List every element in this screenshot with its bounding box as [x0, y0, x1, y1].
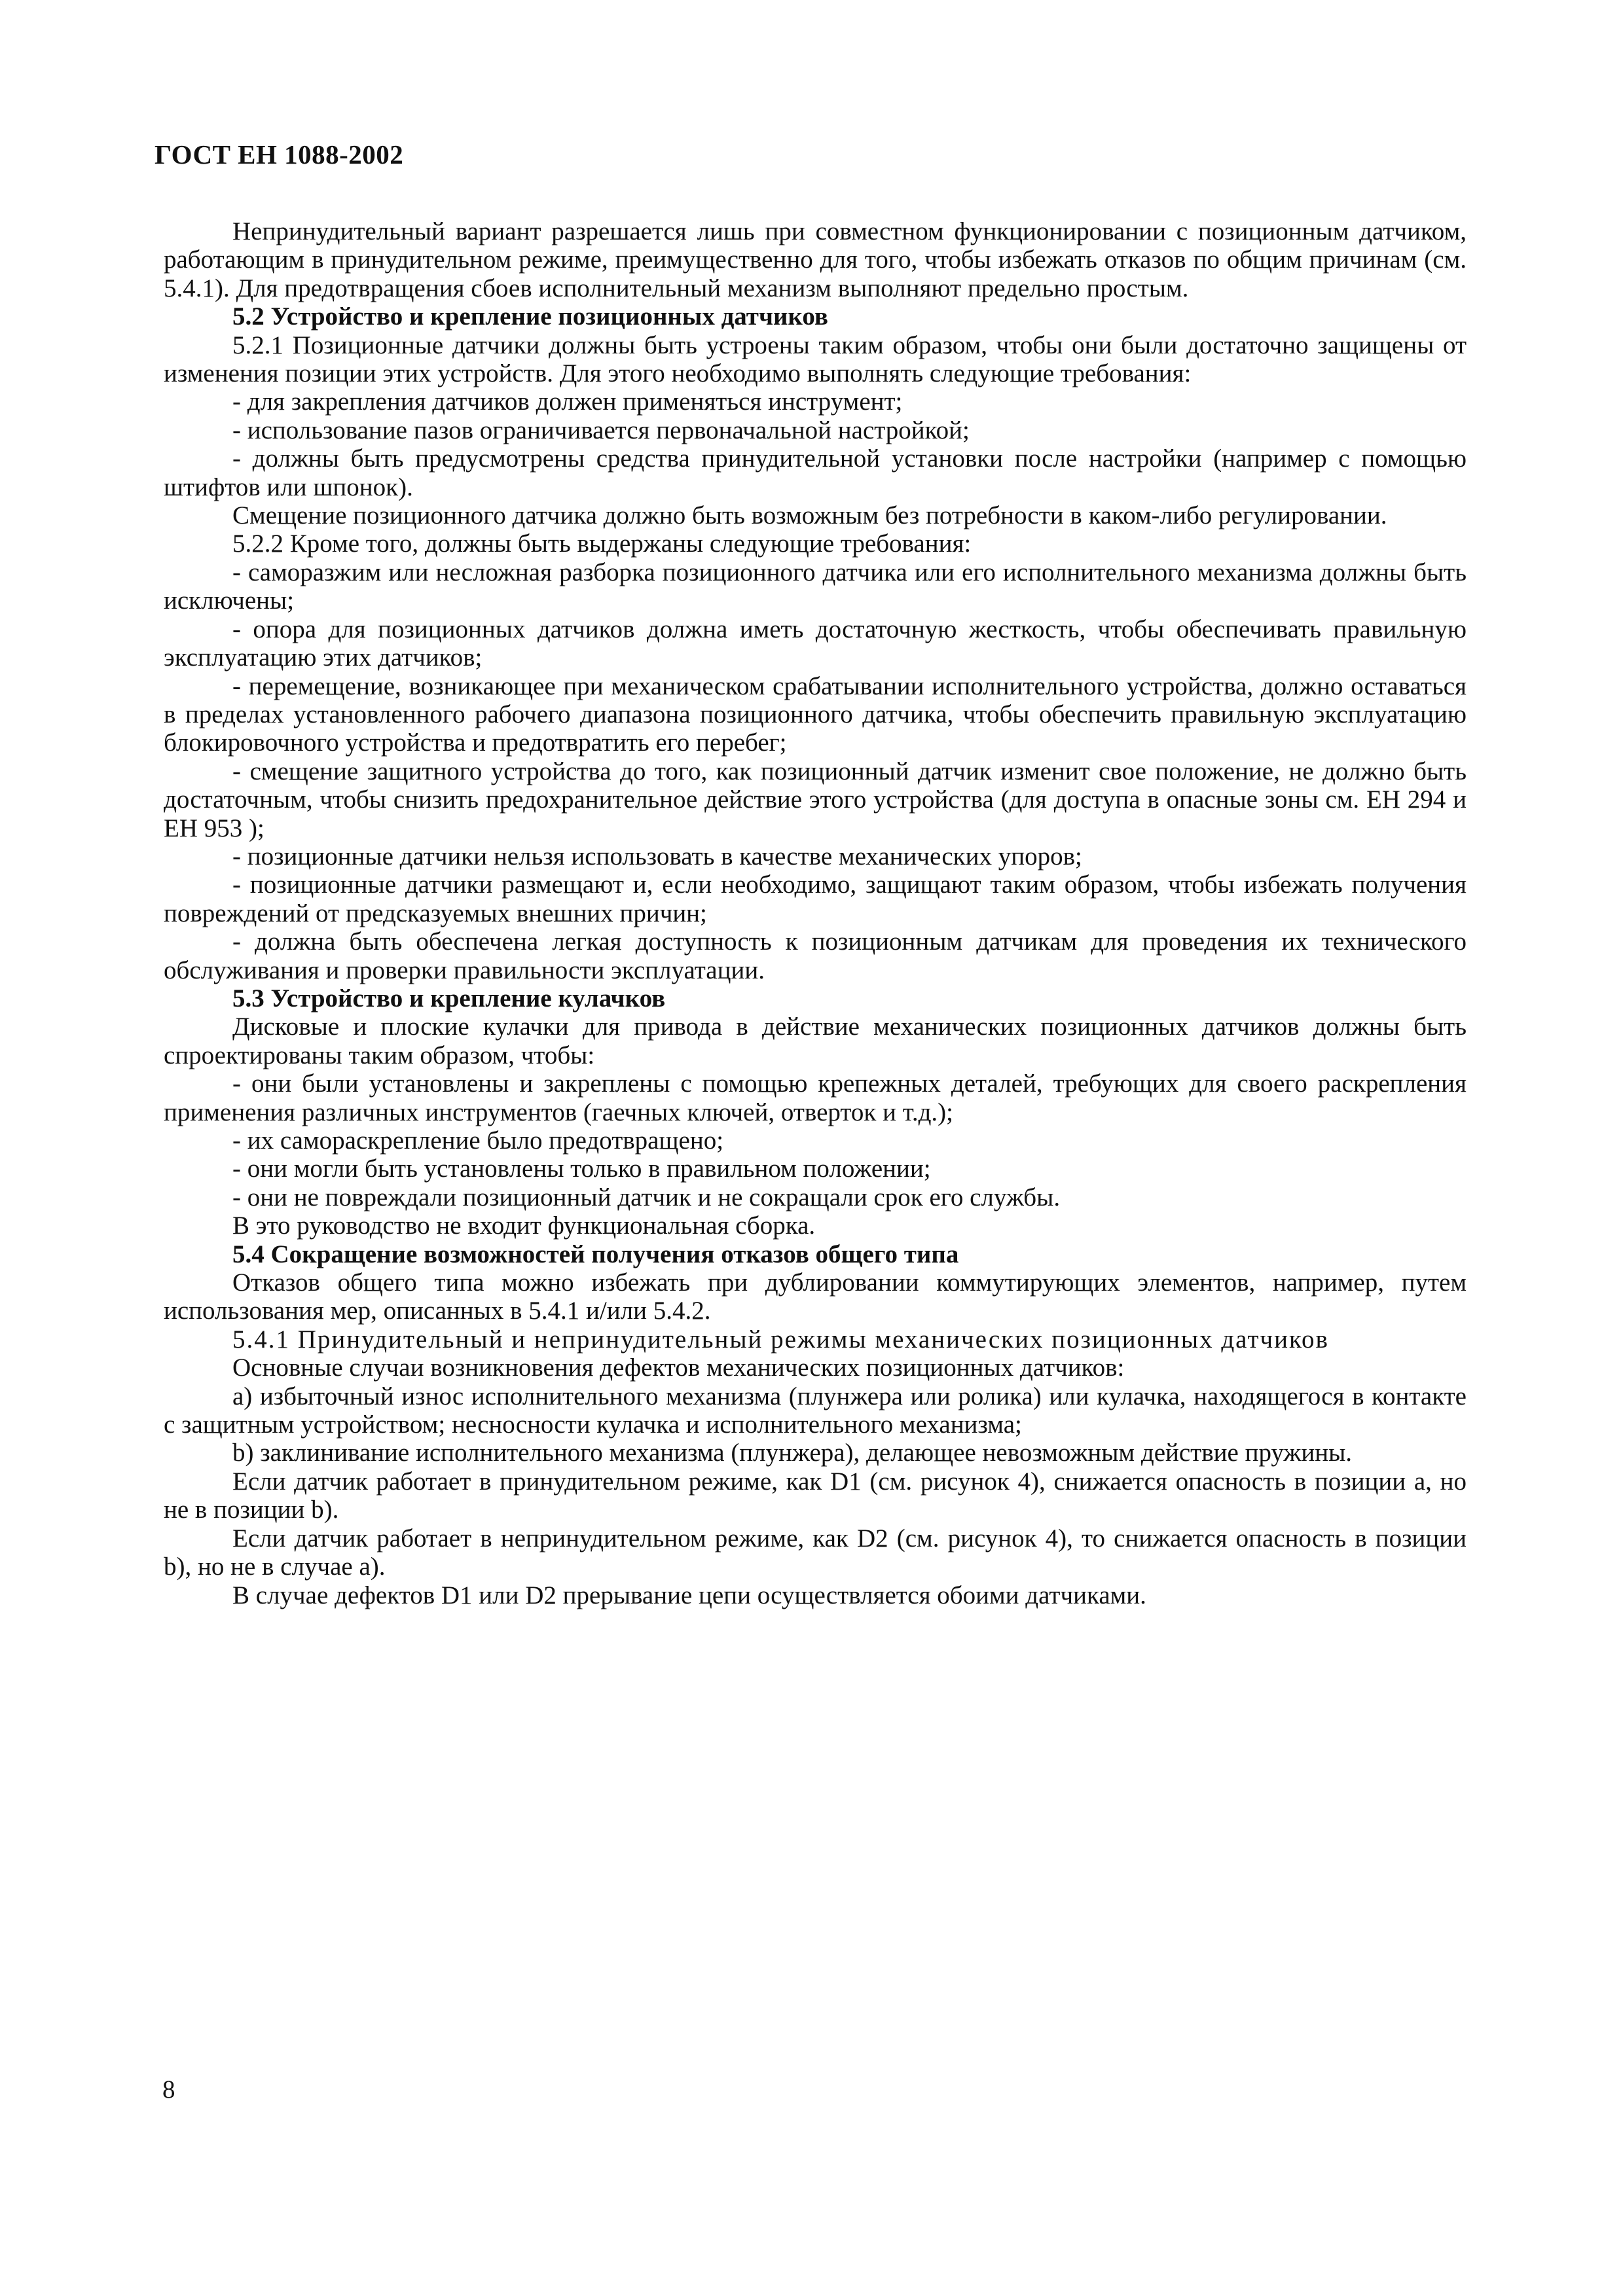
paragraph: - они могли быть установлены только в правильном положении;	[232, 1155, 931, 1183]
paragraph: Смещение позиционного датчика должно быть возможным без потребности в каком-либо регулировании.	[232, 501, 1387, 530]
paragraph: 5.2.2 Кроме того, должны быть выдержаны следующие требования:	[232, 529, 972, 558]
paragraph: - позиционные датчики размещают и, если необходимо, защищают таким образом, чтобы избежать получения повреждений от предсказуемых внешних причин;	[164, 870, 1467, 927]
document-code-header: ГОСТ ЕН 1088-2002	[155, 139, 404, 170]
section-heading: 5.4 Сокращение возможностей получения отказов общего типа	[232, 1240, 959, 1268]
section-heading: 5.2 Устройство и крепление позиционных датчиков	[232, 302, 828, 331]
paragraph: b) заклинивание исполнительного механизма (плунжера), делающее невозможным действие пружины.	[232, 1439, 1353, 1467]
paragraph: В это руководство не входит функциональная сборка.	[232, 1211, 816, 1240]
paragraph: Если датчик работает в непринудительном режиме, как D2 (см. рисунок 4), то снижается опасность в позиции b), но не в случае a).	[164, 1524, 1467, 1581]
paragraph: - должны быть предусмотрены средства принудительной установки после настройки (например с помощью штифтов или шпонок).	[164, 444, 1467, 501]
paragraph: Основные случаи возникновения дефектов механических позиционных датчиков:	[232, 1354, 1125, 1382]
paragraph: - для закрепления датчиков должен применяться инструмент;	[232, 387, 903, 416]
paragraph: В случае дефектов D1 или D2 прерывание цепи осуществляется обоими датчиками.	[232, 1581, 1146, 1609]
paragraph: - опора для позиционных датчиков должна иметь достаточную жесткость, чтобы обеспечивать правильную эксплуатацию этих датчиков;	[164, 615, 1467, 672]
paragraph: 5.2.1 Позиционные датчики должны быть устроены таким образом, чтобы они были достаточно защищены от изменения позиции этих устройств. Для этого необходимо выполнять следующие требования:	[164, 331, 1467, 388]
paragraph: Дисковые и плоские кулачки для привода в действие механических позиционных датчиков должны быть спроектированы таким образом, чтобы:	[164, 1013, 1467, 1069]
paragraph: - саморазжим или несложная разборка позиционного датчика или его исполнительного механизма должны быть исключены;	[164, 558, 1467, 615]
paragraph: Непринудительный вариант разрешается лишь при совместном функционировании с позиционным датчиком, работающим в принудительном режиме, преимущественно для того, чтобы избежать отказов по общим причинам (см. 5.4.1). Для предотвращения сбоев исполнительный механизм выполняют предельно простым.	[164, 217, 1467, 302]
paragraph: - позиционные датчики нельзя использовать в качестве механических упоров;	[232, 842, 1082, 870]
document-body	[164, 217, 1467, 1609]
paragraph: - должна быть обеспечена легкая доступность к позиционным датчикам для проведения их технического обслуживания и проверки правильности эксплуатации.	[164, 927, 1467, 984]
page-number: 8	[162, 2075, 175, 2104]
section-heading: 5.3 Устройство и крепление кулачков	[232, 984, 666, 1013]
paragraph: - их самораскрепление было предотвращено;	[232, 1126, 724, 1155]
paragraph: - использование пазов ограничивается первоначальной настройкой;	[232, 416, 970, 444]
paragraph: - смещение защитного устройства до того, как позиционный датчик изменит свое положение, не должно быть достаточным, чтобы снизить предохранительное действие этого устройства (для доступа в опасные зоны см. ЕН 294 и ЕН 953 );	[164, 757, 1467, 842]
paragraph: 5.4.1 Принудительный и непринудительный режимы механических позиционных датчиков	[232, 1325, 1329, 1354]
paragraph: Отказов общего типа можно избежать при дублировании коммутирующих элементов, например, путем использования мер, описанных в 5.4.1 и/или 5.4.2.	[164, 1268, 1467, 1325]
paragraph: - они были установлены и закреплены с помощью крепежных деталей, требующих для своего раскрепления применения различных инструментов (гаечных ключей, отверток и т.д.);	[164, 1069, 1467, 1126]
paragraph: - они не повреждали позиционный датчик и не сокращали срок его службы.	[232, 1183, 1061, 1211]
paragraph: Если датчик работает в принудительном режиме, как D1 (см. рисунок 4), снижается опасность в позиции a, но не в позиции b).	[164, 1467, 1467, 1524]
paragraph: - перемещение, возникающее при механическом срабатывании исполнительного устройства, должно оставаться в пределах установленного рабочего диапазона позиционного датчика, чтобы обеспечить правильную эксплуатацию блокировочного устройства и предотвратить его перебег;	[164, 672, 1467, 757]
paragraph: a) избыточный износ исполнительного механизма (плунжера или ролика) или кулачка, находящегося в контакте с защитным устройством; несносности кулачка и исполнительного механизма;	[164, 1382, 1467, 1439]
